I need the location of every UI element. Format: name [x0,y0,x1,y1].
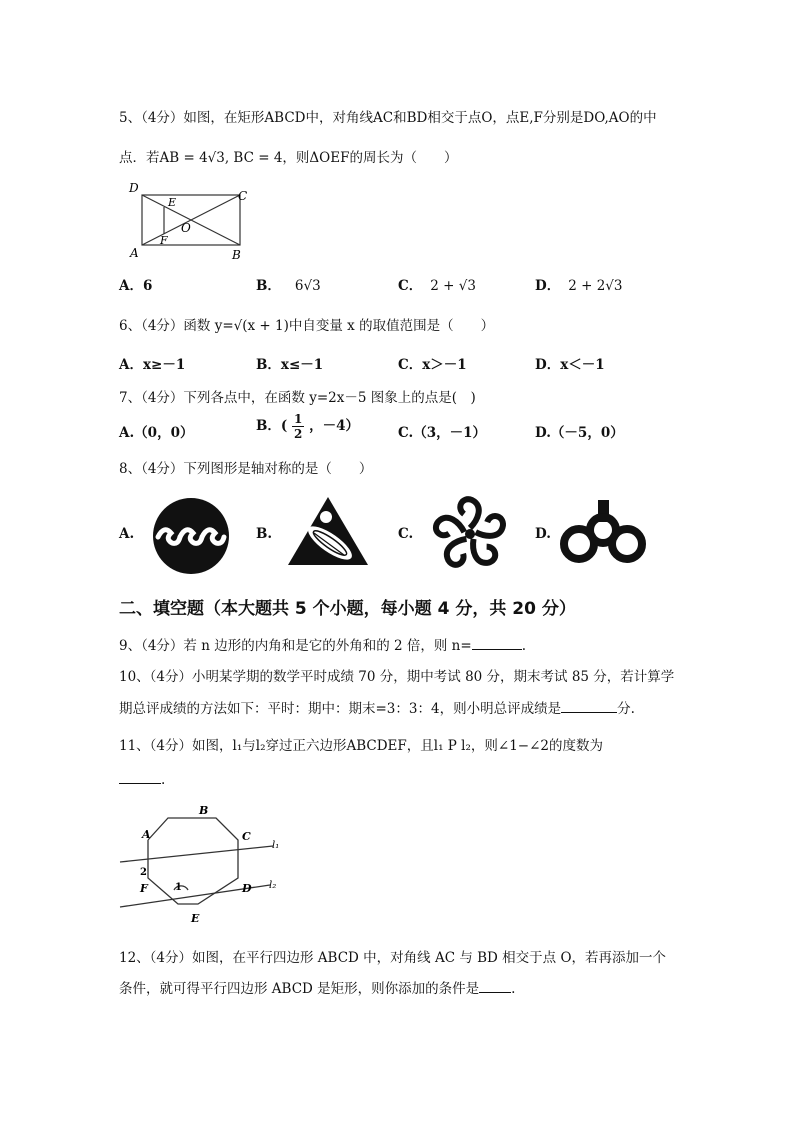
q8-stem: 8、（4分）下列图形是轴对称的是（ ） [119,461,373,477]
triangle-ellipse-icon[interactable] [286,495,370,567]
q7-option-a[interactable]: A.（0，0） [119,425,194,441]
q11-label-F: F [140,882,148,895]
q8-option-a-label[interactable]: A. [119,526,135,542]
q11-answer-blank[interactable] [119,771,161,784]
q7-stem: 7、（4分）下列各点中，在函数 y=2x－5 图象上的点是( ) [119,390,476,406]
q5-option-d[interactable]: D． 2 + 2√3 [535,278,623,294]
q11-label-E: E [191,912,200,925]
q5-label-O: O [181,221,191,235]
wave-circle-icon[interactable] [152,497,230,575]
q11-line-l2: l₂ [269,880,277,891]
q6-option-b[interactable]: B．x≤－1 [256,357,324,373]
q8-option-b-label[interactable]: B. [256,526,273,542]
q5-label-C: C [238,189,248,203]
q6-stem: 6、（4分）函数 y=√(x + 1)中自变量 x 的取值范围是（ ） [119,318,495,334]
q11-angle-2: 2 [140,867,147,878]
q8-option-d-label[interactable]: D. [535,526,551,542]
q10-line2: 期总评成绩的方法如下：平时：期中：期末=3：3：4，则小明总评成绩是 分. [119,701,635,717]
q12-line1: 12、（4分）如图，在平行四边形 ABCD 中，对角线 AC 与 BD 相交于点 O，若再添加一个 [119,950,667,966]
q11-line2: . [119,771,165,788]
q5-option-a[interactable]: A．6 [119,278,153,294]
section-title: 二、填空题（本大题共 5 个小题，每小题 4 分，共 20 分） [119,599,576,619]
q5-label-F: F [160,234,168,247]
q6-option-a[interactable]: A．x≥－1 [119,357,186,373]
q5-option-b[interactable]: B． 6√3 [256,278,321,294]
q7-option-c[interactable]: C.（3，－1） [398,425,486,441]
q5-line2: 点．若AB = 4√3, BC = 4，则ΔOEF的周长为（ ） [119,150,458,166]
q12-line2: 条件，就可得平行四边形 ABCD 是矩形，则你添加的条件是 . [119,981,516,997]
three-rings-icon[interactable] [562,500,644,570]
q5-label-A: A [130,246,139,260]
q10-answer-blank[interactable] [561,700,617,713]
q11-label-D: D [242,882,252,895]
q7-fraction: $\frac{1}{2}$ [294,412,303,441]
q11-line-l1: l₁ [272,840,280,851]
q5-option-c[interactable]: C． 2 + √3 [398,278,476,294]
q5-label-E: E [168,196,177,209]
q11-label-C: C [242,830,251,843]
q5-label-D: D [129,181,139,195]
q11-angle-1: 1 [175,882,182,893]
q5-rectangle-figure [120,180,260,260]
q11-hexagon-figure [118,800,288,930]
q11-line1: 11、（4分）如图，l₁与l₂穿过正六边形ABCDEF，且l₁ P l₂，则∠1−∠2的度数为 [119,738,604,754]
q11-label-A: A [142,828,151,841]
q10-line1: 10、（4分）小明某学期的数学平时成绩 70 分，期中考试 80 分，期末考试 85 分，若计算学 [119,669,675,685]
q6-option-c[interactable]: C．x＞－1 [398,357,467,373]
q8-option-c-label[interactable]: C. [398,526,414,542]
q5-label-B: B [232,248,241,262]
q5-line1: 5、（4分）如图，在矩形ABCD中，对角线AC和BD相交于点O，点E,F分别是DO,AO的中 [119,110,657,126]
q7-option-d[interactable]: D.（－5，0） [535,425,624,441]
q11-label-B: B [199,804,209,817]
q9-answer-blank[interactable] [472,637,522,650]
q9-stem: 9、（4分）若 n 边形的内角和是它的外角和的 2 倍，则 n= . [119,638,526,654]
q6-option-d[interactable]: D．x＜－1 [535,357,605,373]
q7-option-b[interactable]: B．( $\frac{1}{2}$ ，－4） [256,412,359,441]
pinwheel-flower-icon[interactable] [436,498,504,570]
q12-answer-blank[interactable] [479,980,511,993]
